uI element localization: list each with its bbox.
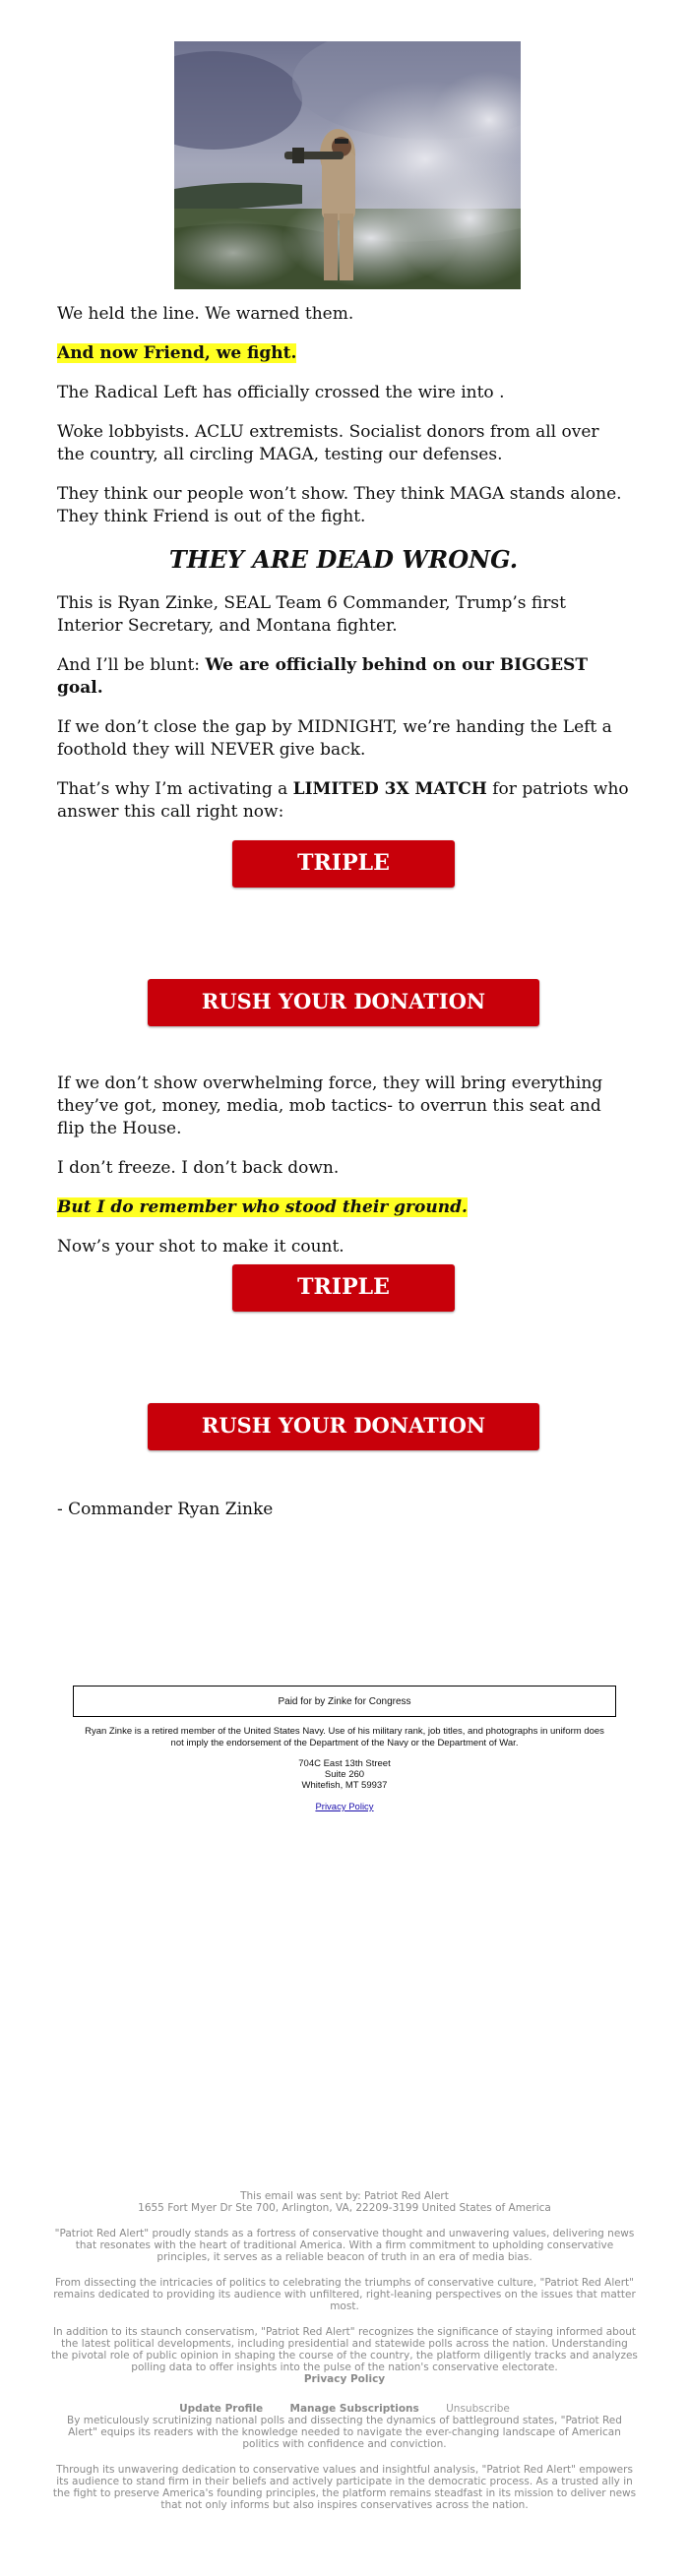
address-line-3: Whitefish, MT 59937	[301, 1780, 388, 1791]
midnight-line: If we don’t close the gap by MIDNIGHT, we’re handing the Left a foothold they will NEVER give back.	[57, 717, 612, 760]
sent-by: This email was sent by: Patriot Red Alert	[240, 2190, 449, 2202]
footer-para-1: "Patriot Red Alert" proudly stands as a fortress of conservative thought and unwavering values, delivering news that resonates with the heart of traditional America. With a firm commitment to upholding conservative principles, it serves as a reliable beacon of truth in an era of media bias.	[54, 2228, 635, 2263]
sender-address: 1655 Fort Myer Dr Ste 700, Arlington, VA, 22209-3199 United States of America	[138, 2202, 551, 2214]
overwhelming-force-line: If we don’t show overwhelming force, they will bring everything they’ve got, money, media, mob tactics- to overrun this seat and flip the House.	[57, 1073, 603, 1138]
unsubscribe-link[interactable]: Unsubscribe	[446, 2403, 510, 2415]
match-bold: LIMITED 3X MATCH	[292, 779, 487, 799]
footer-privacy-link[interactable]: Privacy Policy	[303, 2373, 386, 2385]
match-line	[57, 778, 630, 824]
triple-match-button[interactable]: TRIPLE MATCH ACTIVE	[232, 840, 455, 888]
footer-para-5: Through its unwavering dedication to conservative values and insightful analysis, "Patriot Red Alert" empowers its audience to stand firm in their beliefs and actively participate in the democratic process. As a trusted ally in the fight to preserve America's founding principles, the platform remains steadfast in its mission to deliver news that not only informs but also inspires conservatives across the nation.	[52, 2464, 637, 2511]
paid-for-box: Paid for by Zinke for Congress	[73, 1686, 616, 1717]
campaign-privacy	[246, 1802, 443, 1812]
update-profile-link[interactable]: Update Profile	[179, 2403, 264, 2415]
intro-zinke: This is Ryan Zinke, SEAL Team 6 Commander, Trump’s first Interior Secretary, and Montana fighter.	[57, 593, 566, 636]
stood-ground-line	[57, 1196, 630, 1219]
match-text-end: for patriots who answer this call right now:	[57, 779, 629, 822]
triple-match-button-2[interactable]: TRIPLE MATCH ACTIVE	[232, 1264, 455, 1312]
biggest-goal-bold: We are officially behind on our BIGGEST goal.	[57, 655, 588, 698]
footer-para-3: In addition to its staunch conservatism, "Patriot Red Alert" recognizes the significance of staying informed about the latest political developments, including presidential and statewide polls across the nation. Understanding the pivotal role of public opinion in shaping the course of the country, the platform diligently tracks and analyzes polling data to offer insights into the pulse of the nation's conservative electorate.	[51, 2326, 638, 2373]
intro-line: We held the line. We warned them.	[57, 304, 354, 324]
hero-photo	[174, 41, 521, 289]
button-row-2	[57, 979, 630, 1061]
button-row-4	[57, 1403, 630, 1485]
campaign-address	[197, 1758, 492, 1791]
radical-left-line: The Radical Left has officially crossed the wire into .	[57, 383, 505, 402]
address-line-2: Suite 260	[324, 1769, 365, 1780]
make-it-count-line: Now’s your shot to make it count.	[57, 1237, 344, 1257]
footer-links	[51, 2403, 638, 2415]
campaign-privacy-link[interactable]: Privacy Policy	[315, 1802, 374, 1812]
footer-para-2: From dissecting the intricacies of politics to celebrating the triumphs of conservative culture, "Patriot Red Alert" remains dedicated to providing its audience with unfiltered, right-leaning perspectives on the issues that matter most.	[53, 2277, 636, 2312]
button-row-1	[57, 840, 630, 967]
address-line-1: 704C East 13th Street	[298, 1758, 391, 1769]
match-text: That’s why I’m activating a	[57, 779, 293, 799]
rush-donation-button[interactable]: RUSH YOUR DONATION HERE	[148, 979, 539, 1026]
highlight-stood-ground: But I do remember who stood their ground.	[57, 1197, 468, 1217]
dead-wrong-headline: THEY ARE DEAD WRONG.	[168, 545, 519, 574]
button-row-3	[57, 1264, 630, 1391]
manage-subscriptions-link[interactable]: Manage Subscriptions	[289, 2403, 419, 2415]
email-body	[57, 303, 630, 1538]
navy-disclaimer: Ryan Zinke is a retired member of the United States Navy. Use of his military rank, job titles, and photographs in uniform does not imply the endorsement of the Department of the Navy or the Department of War.	[85, 1726, 604, 1748]
footer-para-4: By meticulously scrutinizing national polls and dissecting the dynamics of battleground states, "Patriot Red Alert" equips its readers with the knowledge needed to navigate the ever-changing landscape of American politics with confidence and conviction.	[67, 2415, 622, 2450]
email-footer	[51, 2190, 638, 2519]
highlight-fight: And now Friend, we fight.	[57, 343, 297, 363]
signature: - Commander Ryan Zinke	[57, 1500, 274, 1519]
call-to-fight	[57, 342, 630, 365]
rush-donation-button-2[interactable]: RUSH YOUR DONATION HERE	[148, 1403, 539, 1450]
blunt-text: And I’ll be blunt:	[57, 655, 206, 675]
lobbyists-line: Woke lobbyists. ACLU extremists. Socialist donors from all over the country, all circling MAGA, testing our defenses.	[57, 422, 599, 464]
hero-photo-image	[174, 41, 521, 289]
behind-goal-line	[57, 654, 630, 700]
maga-alone-line: They think our people won’t show. They think MAGA stands alone. They think Friend is out of the fight.	[57, 484, 622, 526]
dont-freeze-line: I don’t freeze. I don’t back down.	[57, 1158, 340, 1178]
